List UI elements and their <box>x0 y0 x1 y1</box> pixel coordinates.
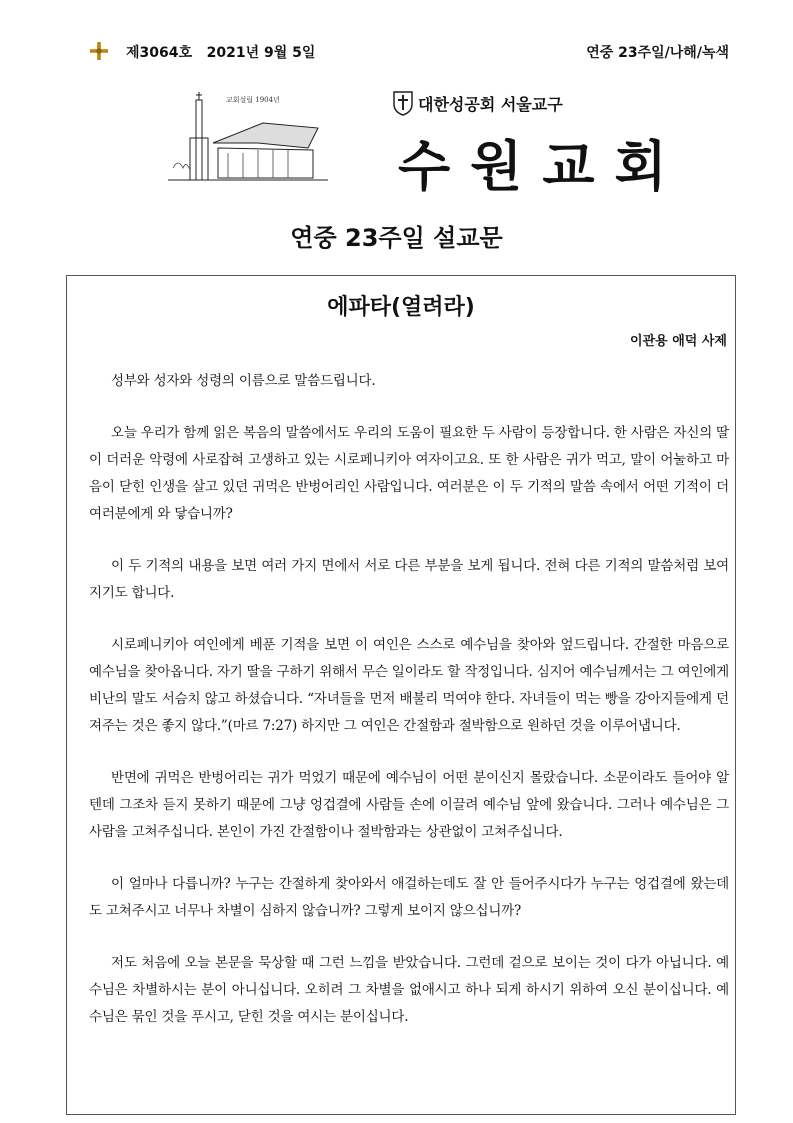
church-drawing <box>168 88 328 188</box>
church-name: 수원교회 <box>398 134 687 198</box>
issue-number-date: 제3064호 2021년 9월 5일 <box>126 45 316 61</box>
sermon-author: 이관용 애덕 사제 <box>630 334 727 349</box>
cross-icon <box>90 42 108 60</box>
sermon-title: 에파타(열려라) <box>327 295 475 320</box>
sermon-content-box <box>66 275 736 1115</box>
paragraph: 성부와 성자와 성령의 이름으로 말씀드립니다. <box>111 373 376 389</box>
issue-header <box>90 40 729 66</box>
paragraph: 오늘 우리가 함께 읽은 복음의 말씀에서도 우리의 도움이 필요한 두 사람이 등장합니다. 한 사람은 자신의 딸이 더러운 악령에 사로잡혀 고생하고 있는 시로페니키아 여자이고요. 또 한 사람은 귀가 먹고, 말이 어눌하고 마음이 닫힌 인생을 살고 있던 귀먹은 반벙어리인 사람입니다. 여러분은 이 두 기적의 말씀 속에서 어떤 기적이 더 여러분에게 와 닿습니까? <box>89 425 729 522</box>
sermon-body <box>89 368 729 1056</box>
paragraph: 이 얼마나 다릅니까? 누구는 간절하게 찾아와서 애걸하는데도 잘 안 들어주시다가 누구는 엉겁결에 왔는데도 고쳐주시고 너무나 차별이 심하지 않습니까? 그렇게 보이지 않으십니까? <box>89 876 729 919</box>
paragraph: 이 두 기적의 내용을 보면 여러 가지 면에서 서로 다른 부분을 보게 됩니다. 전혀 다른 기적의 말씀처럼 보여지기도 합니다. <box>89 558 729 601</box>
paragraph: 시로페니키아 여인에게 베푼 기적을 보면 이 여인은 스스로 예수님을 찾아와 엎드립니다. 간절한 마음으로 예수님을 찾아옵니다. 자기 딸을 구하기 위해서 무슨 일이라도 할 작정입니다. 심지어 예수님께서는 그 여인에게 비난의 말도 서슴치 않고 하셨습니다. “자녀들을 먼저 배불리 먹여야 한다. 자녀들이 먹는 빵을 강아지들에게 던져주는 것은 좋지 않다.”(마르 7:27) 하지만 그 여인은 간절함과 절박함으로 원하던 것을 이루어냅니다. <box>89 637 729 734</box>
masthead <box>168 88 728 198</box>
diocese-crest-icon <box>392 90 414 116</box>
sermon-heading: 연중 23주일 설교문 <box>290 224 503 252</box>
paragraph: 반면에 귀먹은 반벙어리는 귀가 먹었기 때문에 예수님이 어떤 분이신지 몰랐습니다. 소문이라도 들어야 알 텐데 그조차 듣지 못하기 때문에 그냥 엉겁결에 사람들 손에 이끌려 예수님 앞에 왔습니다. 그러나 예수님은 그 사람을 고쳐주십니다. 본인이 가진 간절함이나 절박함과는 상관없이 고쳐주십니다. <box>89 770 729 840</box>
paragraph: 저도 처음에 오늘 본문을 묵상할 때 그런 느낌을 받았습니다. 그런데 겉으로 보이는 것이 다가 아닙니다. 예수님은 차별하시는 분이 아니십니다. 오히려 그 차별을 없애시고 하나 되게 하시기 위하여 오신 분이십니다. 예수님은 묶인 것을 푸시고, 닫힌 것을 여시는 분이십니다. <box>89 955 729 1025</box>
drawing-caption: 교회설립 1904년 <box>226 96 280 104</box>
liturgical-season: 연중 23주일/나해/녹색 <box>586 45 729 61</box>
diocese-name: 대한성공회 서울교구 <box>418 95 563 114</box>
